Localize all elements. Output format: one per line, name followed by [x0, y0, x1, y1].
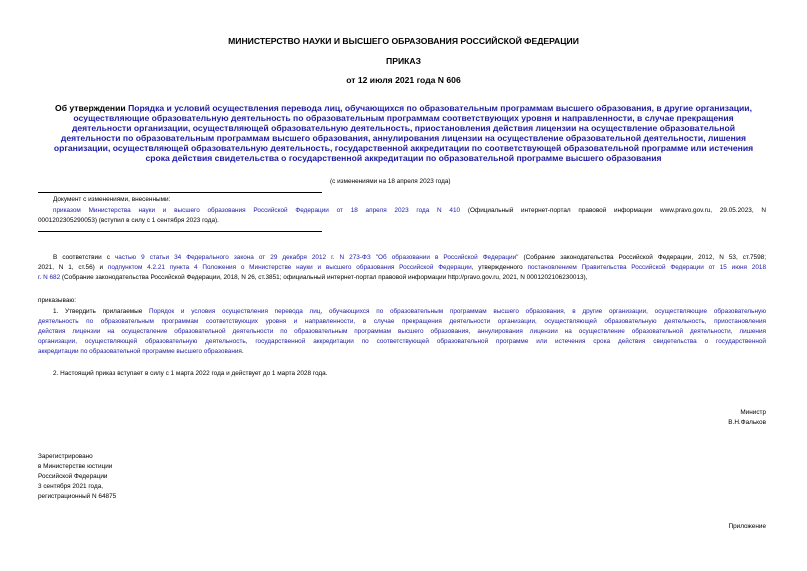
title-line-3[interactable]: деятельности организации, осуществляющей образовательную деятельность, приостановления действия лицензии на осуществление образовательной: [71, 123, 736, 133]
regulation-link[interactable]: подпунктом 4.2.21 пункта 4 Положения о Министерстве науки и высшего образования Российской Федерации: [107, 264, 472, 271]
basis-line-3: [38, 273, 766, 283]
signature-block: [600, 408, 766, 428]
basis-text-3: 2021, N 1, ст.56) и: [38, 264, 108, 271]
basis-paragraph: [38, 253, 766, 283]
order-type: ПРИКАЗ: [386, 56, 421, 66]
signature-position: Министр: [740, 409, 766, 416]
amendment-link[interactable]: приказом Министерства науки и высшего образования Российской Федерации от 18 апреля 2023 года N 410: [53, 207, 461, 214]
item-1-period: .: [241, 348, 244, 355]
registration-line-4: 3 сентября 2021 года,: [38, 483, 104, 490]
registration-line-3: Российской Федерации: [38, 473, 108, 480]
basis-line-2: [38, 263, 766, 273]
registration-line-5: регистрационный N 64875: [38, 493, 117, 500]
basis-text-4: , утвержденного: [471, 264, 528, 271]
basis-text-1: В соответствии с: [53, 254, 115, 261]
law-link[interactable]: частью 9 статьи 34 Федерального закона от 29 декабря 2012 г. N 273-ФЗ "Об образовании в Российской Федерации": [114, 254, 519, 261]
registration-line-1: Зарегистрировано: [38, 453, 93, 460]
order-word: приказываю:: [38, 297, 76, 304]
divider-bottom: [38, 231, 322, 232]
title-line-1: [0, 103, 807, 113]
changes-line-1: [38, 206, 766, 216]
document-title: [0, 103, 807, 163]
item-1-line-4[interactable]: организации, осуществляющей образовательную деятельность, государственной аккредитации по соответствующей образовательной программе или истечения срока действия свидетельства о государственной: [38, 338, 766, 345]
decree-link[interactable]: постановлением Правительства Российской Федерации от 15 июня 2018: [527, 264, 767, 271]
item-2: 2. Настоящий приказ вступает в силу с 1 марта 2022 года и действует до 1 марта 2028 года.: [53, 370, 328, 377]
decree-link-end[interactable]: г. N 682: [38, 274, 61, 281]
item-1: [38, 307, 766, 357]
ministry-heading: МИНИСТЕРСТВО НАУКИ И ВЫСШЕГО ОБРАЗОВАНИЯ РОССИЙСКОЙ ФЕДЕРАЦИИ: [228, 36, 579, 46]
title-link[interactable]: Порядка и условий осуществления перевода лиц, обучающихся по образовательным программам высшего образования, в другие организации,: [128, 103, 752, 113]
changes-heading: Документ с изменениями, внесенными:: [53, 196, 171, 203]
changes-text-1: (Официальный интернет-портал правовой информации www.pravo.gov.ru, 29.05.2023, N: [460, 207, 766, 214]
title-line-5[interactable]: организации, осуществляющей образовательную деятельность, государственной аккредитации по соответствующей образовательной программе или истечения: [53, 143, 754, 153]
divider-top: [38, 192, 322, 193]
basis-text-5: (Собрание законодательства Российской Федерации, 2018, N 26, ст.3851; официальный интернет-портал правовой информации http://pravo.gov.ru, 2021, N 0001202106230013),: [60, 274, 588, 281]
changes-line-2: 0001202305290053) (вступил в силу с 1 сентября 2023 года).: [38, 217, 219, 224]
basis-text-2: (Собрание законодательства Российской Федерации, 2012, N 53, ст.7598;: [518, 254, 766, 261]
title-line-2[interactable]: осуществляющие образовательную деятельность по образовательным программам соответствующих уровня и направленности, в случае прекращения: [73, 113, 734, 123]
procedure-link[interactable]: Порядок и условия осуществления перевода лиц, обучающихся по образовательным программам высшего образования, в другие организации, осуществляющие образовательную: [149, 308, 766, 315]
item-1-line-2[interactable]: деятельность по образовательным программам соответствующих уровня и направленности, в случае прекращения деятельности организации, осуществляющей образовательную деятельность, приостановления: [38, 318, 766, 325]
title-line-6[interactable]: срока действия свидетельства о государственной аккредитации по образовательной программе высшего образования: [145, 153, 662, 163]
edition-note: (с изменениями на 18 апреля 2023 года): [330, 178, 451, 185]
item-1-line-3[interactable]: действия лицензии на осуществление образовательной деятельности по образовательным программам высшего образования, аннулирования лицензии на осуществление образовательной деятельности, лишения: [38, 328, 766, 335]
title-prefix: Об утверждении: [55, 103, 129, 113]
basis-line-1: [38, 253, 766, 263]
registration-block: [38, 452, 116, 502]
registration-line-2: в Министерстве юстиции: [38, 463, 113, 470]
item-1-line-1: [38, 307, 766, 317]
order-date: от 12 июля 2021 года N 606: [346, 75, 461, 85]
procedure-link-end[interactable]: аккредитации по образовательной программе высшего образования: [38, 348, 242, 355]
appendix-label: Приложение: [728, 523, 766, 530]
item-1-text: 1. Утвердить прилагаемые: [53, 308, 150, 315]
item-1-line-5: [38, 347, 766, 357]
title-line-4[interactable]: деятельности по образовательным программам высшего образования, аннулирования лицензии на осуществление образовательной деятельности, лишения: [60, 133, 747, 143]
signature-name: В.Н.Фальков: [728, 419, 766, 426]
